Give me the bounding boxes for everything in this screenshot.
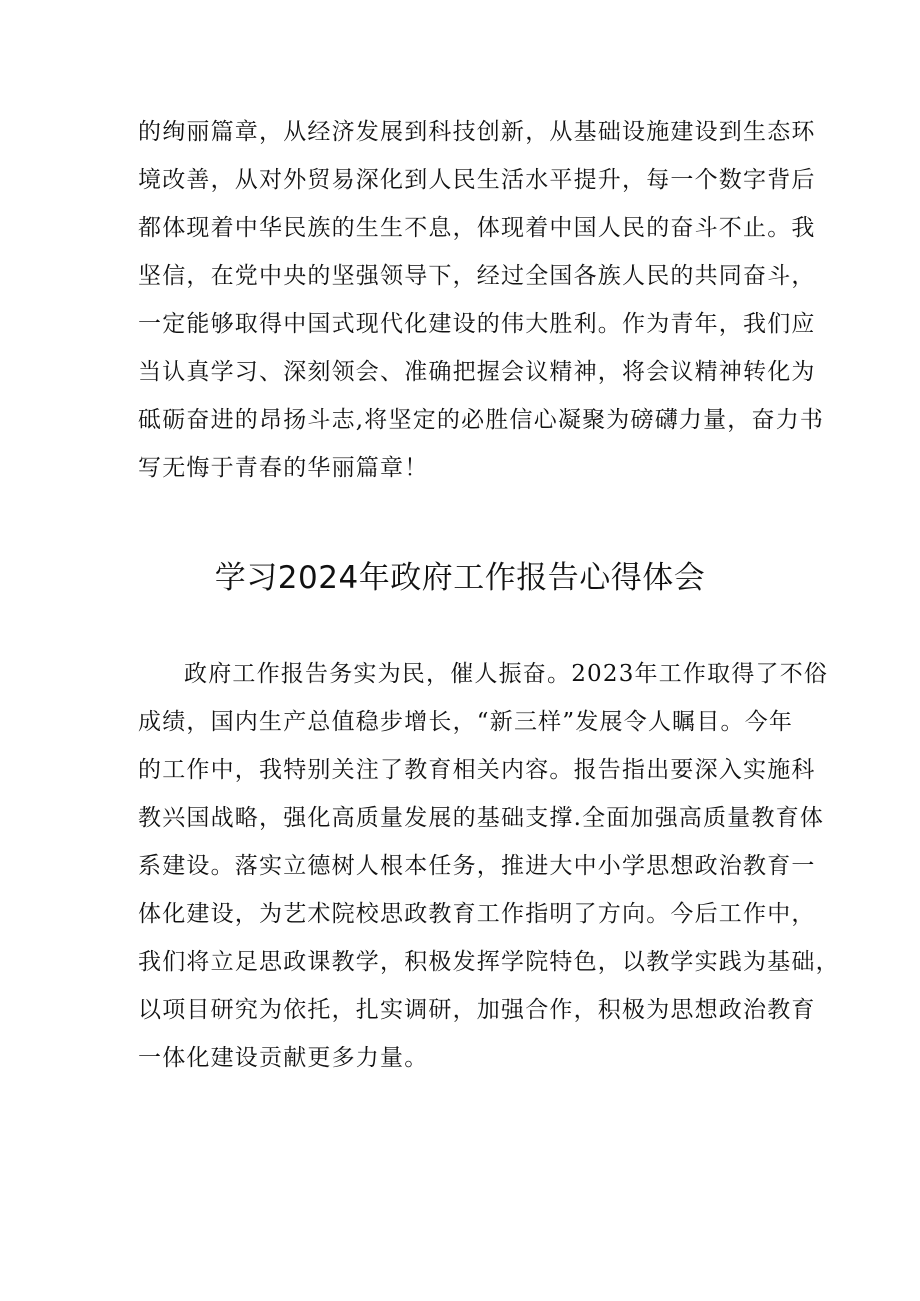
paragraph-line: 系建设。落实立德树人根本任务，推进大中小学思想政治教育一 bbox=[138, 853, 816, 879]
paragraph-line: 砥砺奋进的昂扬斗志,将坚定的必胜信心凝聚为磅礴力量，奋力书 bbox=[138, 407, 825, 433]
paragraph-line: 一体化建设贡献更多力量。 bbox=[138, 1045, 429, 1071]
paragraph-line: 境改善，从对外贸易深化到人民生活水平提升，每一个数字背后 bbox=[138, 167, 816, 193]
paragraph-line: 我们将立足思政课教学，积极发挥学院特色，以教学实践为基础， bbox=[138, 949, 840, 975]
continuation-paragraph bbox=[138, 108, 825, 492]
paragraph-line: 体化建设，为艺术院校思政教育工作指明了方向。今后工作中， bbox=[138, 901, 816, 927]
paragraph-line: 以项目研究为依托，扎实调研，加强合作，积极为思想政治教育 bbox=[138, 997, 816, 1023]
paragraph-line: 坚信，在党中央的坚强领导下，经过全国各族人民的共同奋斗， bbox=[138, 263, 816, 289]
paragraph-line: 写无悔于青春的华丽篇章！ bbox=[138, 455, 429, 481]
paragraph-line: 一定能够取得中国式现代化建设的伟大胜利。作为青年，我们应 bbox=[138, 311, 816, 337]
paragraph-line: 政府工作报告务实为民，催人振奋。2023年工作取得了不俗 bbox=[184, 661, 829, 687]
paragraph-line: 当认真学习、深刻领会、准确把握会议精神，将会议精神转化为 bbox=[138, 359, 816, 385]
paragraph-line: 的绚丽篇章，从经济发展到科技创新，从基础设施建设到生态环 bbox=[138, 119, 816, 145]
body-paragraph bbox=[138, 650, 840, 1082]
paragraph-line: 都体现着中华民族的生生不息，体现着中国人民的奋斗不止。我 bbox=[138, 215, 816, 241]
paragraph-line: 的工作中，我特别关注了教育相关内容。报告指出要深入实施科 bbox=[138, 757, 816, 783]
paragraph-line: 教兴国战略，强化高质量发展的基础支撑.全面加强高质量教育体 bbox=[138, 805, 825, 831]
paragraph-line: 成绩，国内生产总值稳步增长，“新三样”发展令人瞩目。今年 bbox=[138, 709, 794, 735]
section-title: 学习2024年政府工作报告心得体会 bbox=[214, 560, 706, 596]
